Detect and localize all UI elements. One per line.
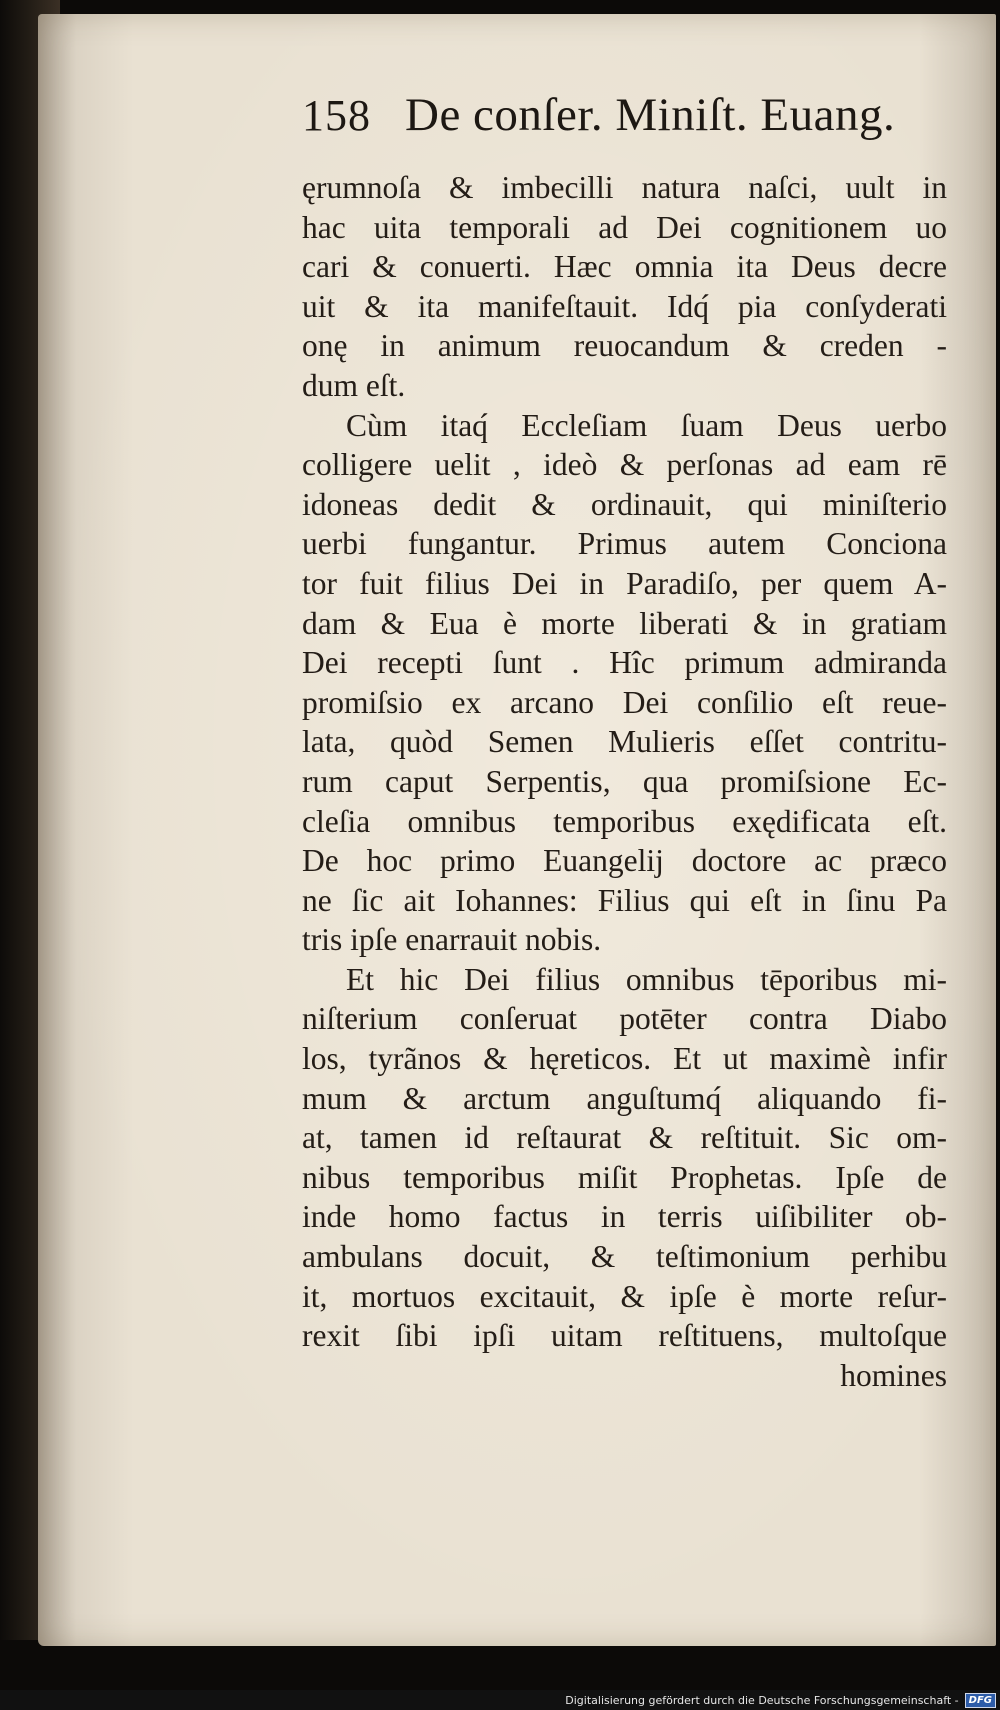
text-line: nibus temporibus miſit Prophetas. Ipſe de [302, 1159, 947, 1195]
text-line: cleſia omnibus temporibus exędificata eſt. [302, 803, 947, 839]
text-line: promiſsio ex arcano Dei conſilio eſt reue- [302, 684, 947, 720]
dfg-logo-icon: DFG [965, 1693, 996, 1708]
text-line: los, tyrãnos & hęreticos. Et ut maximè infir [302, 1041, 947, 1077]
text-line: tris ipſe enarrauit nobis. [302, 922, 602, 958]
text-line: colligere uelit , ideò & perſonas ad eam rē [302, 447, 947, 483]
text-line: rexit ſibi ipſi uitam reſtituens, multoſque [302, 1318, 947, 1354]
page-number: 158 [302, 91, 371, 140]
text-line: at, tamen id reſtaurat & reſtituit. Sic om- [302, 1120, 947, 1156]
text-line: tor fuit filius Dei in Paradiſo, per quem A- [302, 565, 947, 601]
body-text [302, 168, 947, 1395]
text-line: niſterium conſeruat potēter contra Diabo [302, 1001, 947, 1037]
text-line: cari & conuerti. Hæc omnia ita Deus decre [302, 249, 947, 285]
text-line: ne ſic ait Iohannes: Filius qui eſt in ſinu Pa [302, 882, 947, 918]
text-line: uerbi fungantur. Primus autem Conciona [302, 526, 947, 562]
text-line: hac uita temporali ad Dei cognitionem uo [302, 209, 947, 245]
catchword: homines [840, 1357, 947, 1393]
text-line: ambulans docuit, & teſtimonium perhibu [302, 1239, 947, 1275]
text-line: onę in animum reuocandum & creden - [302, 328, 947, 364]
text-line: dum eſt. [302, 367, 406, 403]
text-line: rum caput Serpentis, qua promiſsione Ec- [302, 763, 947, 799]
text-line: mum & arctum anguſtumq́ aliquando fi- [302, 1080, 947, 1116]
text-line: ęrumnoſa & imbecilli natura naſci, uult in [302, 170, 947, 205]
running-head [302, 88, 942, 148]
text-line: it, mortuos excitauit, & ipſe è morte reſur- [302, 1278, 947, 1314]
text-line: lata, quòd Semen Mulieris eſſet contritu- [302, 724, 947, 760]
text-line: uit & ita manifeſtauit. Idq́ pia conſyderati [302, 288, 947, 324]
text-line: Cùm itaq́ Eccleſiam ſuam Deus uerbo [346, 407, 947, 443]
text-line: Et hic Dei filius omnibus tēporibus mi- [346, 961, 947, 997]
running-title: De conſer. Miniſt. Euang. [405, 89, 896, 141]
text-line: inde homo factus in terris uiſibiliter ob- [302, 1199, 947, 1235]
text-line: De hoc primo Euangelij doctore ac præco [302, 843, 947, 879]
digitization-credit-bar [0, 1690, 1000, 1710]
text-line: Dei recepti ſunt . Hîc primum admiranda [302, 645, 947, 681]
text-line: dam & Eua è morte liberati & in gratiam [302, 605, 947, 641]
text-line: idoneas dedit & ordinauit, qui miniſterio [302, 486, 947, 522]
digitization-credit: Digitalisierung gefördert durch die Deutsche Forschungsgemeinschaft - [565, 1693, 959, 1707]
